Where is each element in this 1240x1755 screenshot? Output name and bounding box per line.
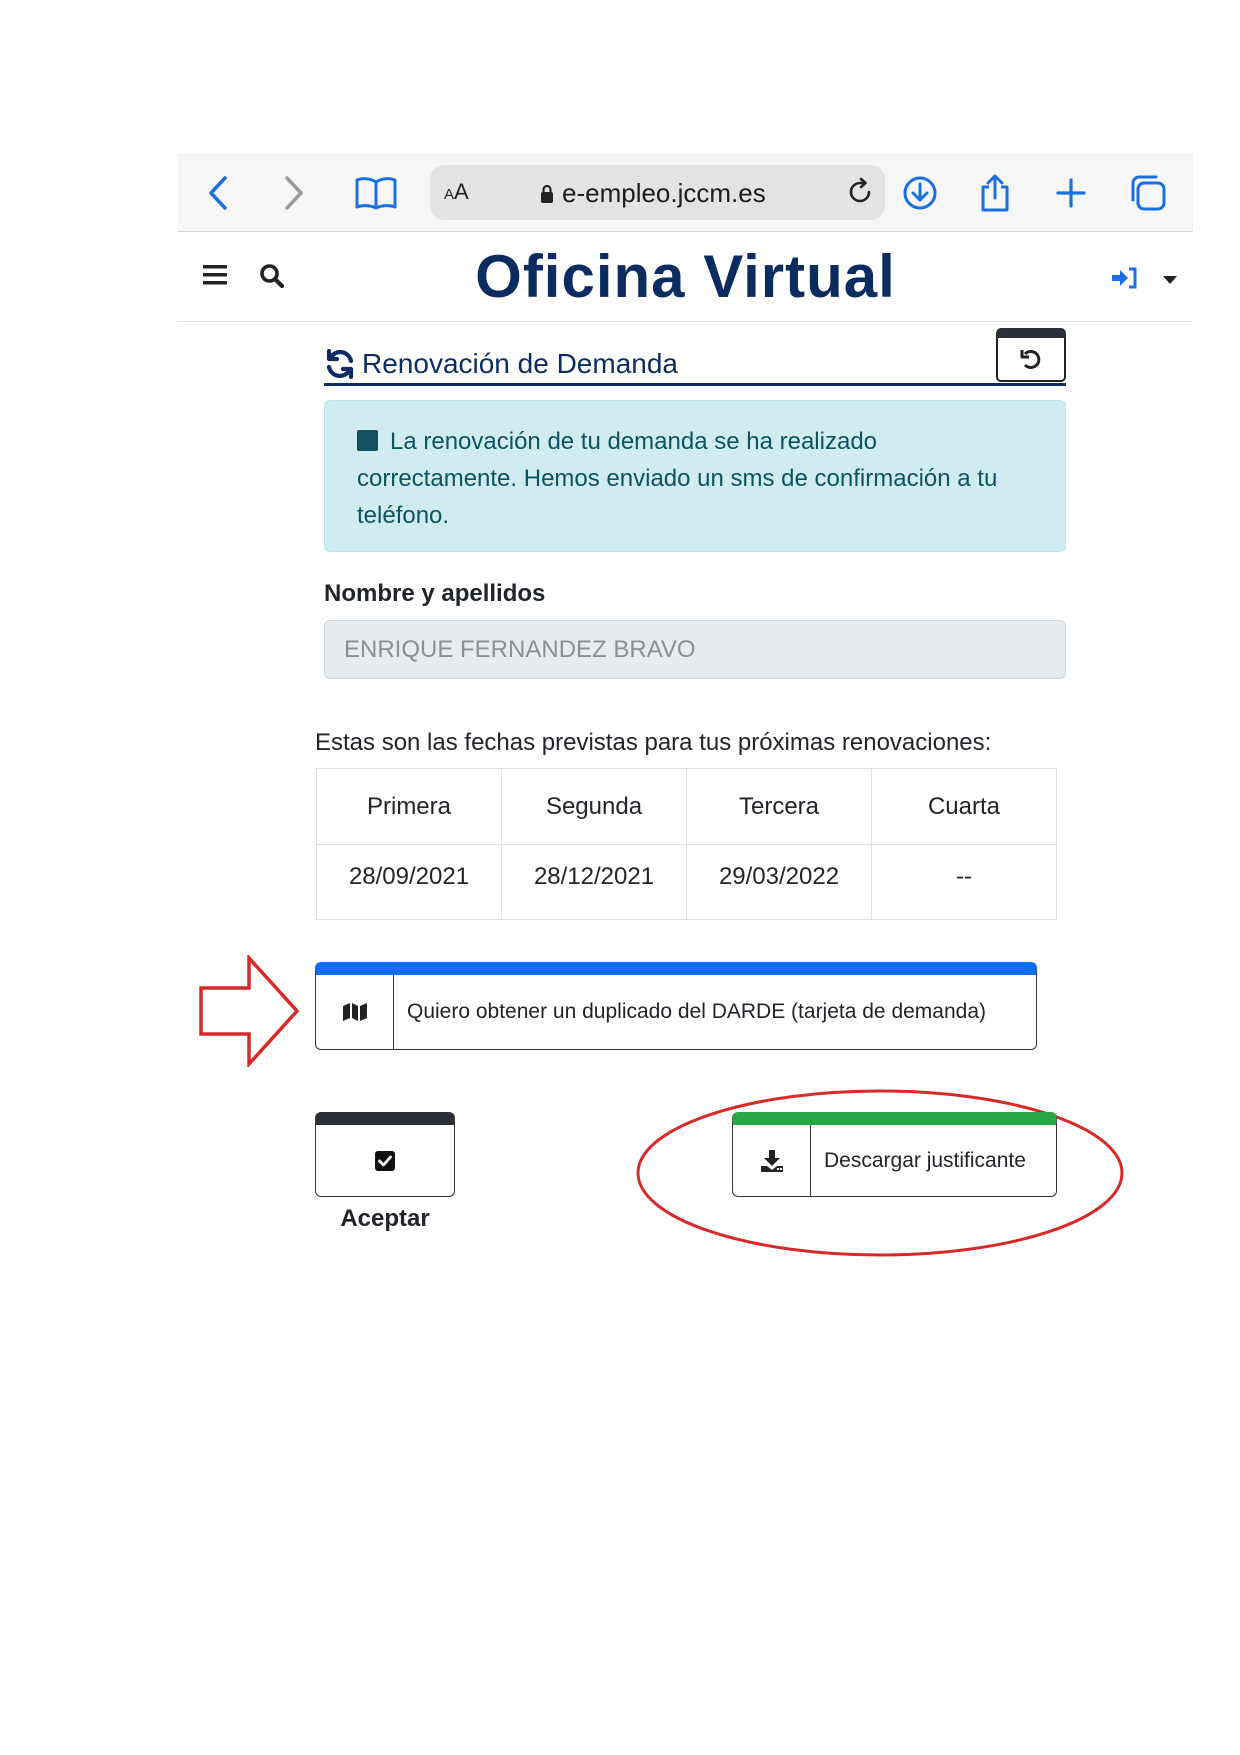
back-icon[interactable] [198, 171, 238, 215]
duplicate-darde-label: Quiero obtener un duplicado del DARDE (tarjeta de demanda) [407, 1000, 987, 1023]
reader-view-button[interactable]: AA [444, 179, 469, 204]
accept-button[interactable] [315, 1112, 455, 1197]
table-cell: -- [872, 845, 1057, 920]
table-row [317, 845, 1057, 920]
login-icon[interactable] [1110, 266, 1138, 295]
bookmarks-icon[interactable] [354, 171, 398, 215]
browser-toolbar [178, 153, 1193, 232]
table-cell: 28/12/2021 [502, 845, 687, 920]
renewal-dates-table [316, 768, 1057, 920]
section-heading [324, 344, 1066, 386]
table-header-cell: Primera [317, 769, 502, 845]
reload-icon[interactable] [845, 177, 875, 212]
arrow-annotation-icon [199, 955, 301, 1067]
table-header-cell: Cuarta [872, 769, 1057, 845]
downloads-icon[interactable] [900, 171, 940, 215]
tabs-overview-icon[interactable] [1128, 171, 1168, 215]
refresh-icon [324, 348, 356, 380]
undo-icon [1019, 348, 1043, 370]
dates-intro: Estas son las fechas previstas para tus próximas renovaciones: [315, 729, 992, 756]
table-header-row [317, 769, 1057, 845]
duplicate-darde-button[interactable] [315, 962, 1037, 1050]
accept-label: Aceptar [340, 1205, 430, 1232]
download-receipt-button[interactable] [732, 1112, 1057, 1197]
chevron-down-icon[interactable] [1162, 272, 1178, 290]
name-field[interactable] [324, 620, 1066, 679]
download-receipt-label: Descargar justificante [824, 1148, 1026, 1172]
success-alert [324, 400, 1066, 552]
name-label: Nombre y apellidos [324, 580, 546, 607]
undo-button[interactable] [996, 328, 1066, 382]
check-square-icon [357, 430, 378, 451]
table-header-cell: Segunda [502, 769, 687, 845]
app-header [178, 232, 1193, 322]
address-bar[interactable] [430, 165, 885, 220]
lock-icon [540, 184, 554, 204]
share-icon[interactable] [975, 171, 1015, 215]
url-text: e-empleo.jccm.es [562, 178, 766, 208]
map-icon [316, 975, 394, 1049]
section-title: Renovación de Demanda [362, 347, 678, 379]
app-title: Oficina Virtual [475, 243, 896, 310]
table-header-cell: Tercera [687, 769, 872, 845]
table-cell: 28/09/2021 [317, 845, 502, 920]
checkbox-checked-icon [374, 1150, 396, 1172]
table-cell: 29/03/2022 [687, 845, 872, 920]
forward-icon[interactable] [274, 171, 314, 215]
alert-message: La renovación de tu demanda se ha realizado correctamente. Hemos enviado un sms de confirmación a tu teléfono. [357, 428, 998, 529]
new-tab-icon[interactable] [1051, 171, 1091, 215]
download-icon [733, 1125, 811, 1196]
